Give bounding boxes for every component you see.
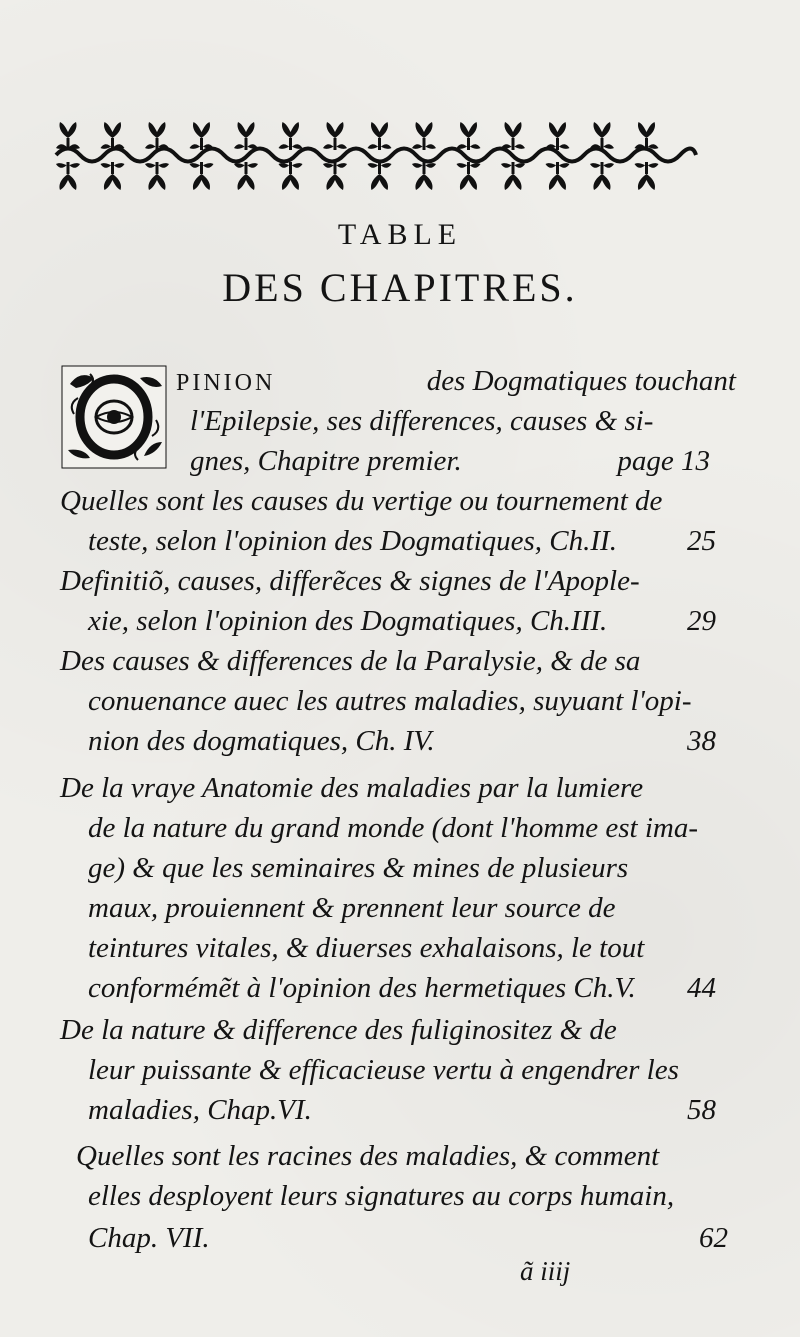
entry-first-word: PINION — [176, 370, 276, 396]
toc-line — [88, 848, 716, 888]
fleuron-icon — [635, 162, 659, 190]
fleuron-icon — [56, 122, 80, 150]
entry-text: Chap. VII. — [88, 1222, 210, 1254]
page-number: 62 — [699, 1222, 728, 1254]
heading-table: TABLE — [337, 218, 463, 251]
entry-text: maux, prouiennent & prennent leur source de — [88, 892, 616, 924]
fleuron-icon — [501, 162, 525, 190]
toc-line — [76, 1136, 736, 1176]
entry-text: de la nature du grand monde (dont l'homme est ima- — [88, 812, 699, 844]
fleuron-icon — [457, 162, 481, 190]
page-number: 38 — [687, 725, 716, 757]
page-number: 29 — [687, 605, 716, 637]
fleuron-icon — [590, 122, 614, 150]
toc-line — [88, 1050, 728, 1090]
fleuron-icon — [145, 122, 169, 150]
fleuron-icon — [457, 122, 481, 150]
toc-line — [88, 721, 716, 761]
heading-des-chapitres: DES CHAPITRES. — [222, 265, 578, 310]
entry-text: maladies, Chap.VI. — [88, 1094, 312, 1126]
toc-line — [176, 361, 736, 403]
entry-text: conformémẽt à l'opinion des hermetiques Ch.V. — [88, 972, 636, 1004]
fleuron-icon — [546, 122, 570, 150]
fleuron-icon — [368, 122, 392, 150]
fleuron-icon — [234, 122, 258, 150]
toc-line — [88, 1090, 716, 1130]
fleuron-icon — [412, 162, 436, 190]
fleuron-icon — [412, 122, 436, 150]
toc-line — [60, 561, 736, 601]
toc-line — [88, 888, 716, 928]
fleuron-icon — [190, 122, 214, 150]
fleuron-icon — [546, 162, 570, 190]
fleuron-icon — [323, 122, 347, 150]
entry-text: nion des dogmatiques, Ch. IV. — [88, 725, 435, 757]
toc-line — [88, 1176, 728, 1216]
toc-line — [190, 401, 710, 441]
signature-mark: ã iiij — [520, 1256, 571, 1286]
page-number: page 13 — [617, 445, 710, 477]
page-number: 58 — [687, 1094, 716, 1126]
toc-line — [190, 441, 710, 481]
fleuron-icon — [323, 162, 347, 190]
entry-text: l'Epilepsie, ses differences, causes & si- — [190, 405, 654, 437]
entry-text: Definitiõ, causes, differẽces & signes de l'Apople- — [60, 565, 640, 597]
fleuron-icon — [101, 162, 125, 190]
entry-text: gnes, Chapitre premier. — [190, 445, 462, 477]
toc-line — [88, 521, 716, 561]
entry-text: teste, selon l'opinion des Dogmatiques, Ch.II. — [88, 525, 617, 557]
entry-text: des Dogmatiques touchant — [426, 365, 736, 397]
entry-text: xie, selon l'opinion des Dogmatiques, Ch.III. — [88, 605, 608, 637]
page-number: 44 — [687, 972, 716, 1004]
fleuron-icon — [635, 122, 659, 150]
entry-text: teintures vitales, & diuerses exhalaisons, le tout — [88, 932, 645, 964]
entry-text: De la nature & difference des fuliginositez & de — [60, 1014, 617, 1046]
entry-text: elles desployent leurs signatures au corps humain, — [88, 1180, 675, 1212]
fleuron-icon — [56, 162, 80, 190]
fleuron-icon — [279, 162, 303, 190]
fleuron-icon — [234, 162, 258, 190]
entry-text: Quelles sont les racines des maladies, & comment — [76, 1140, 660, 1172]
toc-line — [60, 768, 736, 808]
entry-text: ge) & que les seminaires & mines de plusieurs — [88, 852, 629, 884]
fleuron-icon — [590, 162, 614, 190]
entry-text: Des causes & differences de la Paralysie, & de sa — [60, 645, 641, 677]
fleuron-icon — [368, 162, 392, 190]
toc-line — [60, 1010, 736, 1050]
toc-line — [88, 968, 716, 1008]
decorated-initial-o — [60, 364, 168, 470]
fleuron-icon — [145, 162, 169, 190]
entry-text: conuenance auec les autres maladies, suyuant l'opi- — [88, 685, 692, 717]
entry-text: Quelles sont les causes du vertige ou tournement de — [60, 485, 663, 517]
toc-line — [88, 681, 716, 721]
toc-line — [88, 808, 716, 848]
entry-text: leur puissante & efficacieuse vertu à engendrer les — [88, 1054, 679, 1086]
toc-line — [88, 601, 716, 641]
fleuron-icon — [101, 122, 125, 150]
entry-text: De la vraye Anatomie des maladies par la lumiere — [60, 772, 644, 804]
toc-line — [88, 1218, 728, 1258]
page-number: 25 — [687, 525, 716, 557]
fleuron-icon — [501, 122, 525, 150]
fleuron-border-ornament — [48, 112, 704, 198]
toc-line — [88, 928, 716, 968]
toc-line — [60, 641, 736, 681]
fleuron-icon — [279, 122, 303, 150]
fleuron-icon — [190, 162, 214, 190]
toc-line — [60, 481, 736, 521]
